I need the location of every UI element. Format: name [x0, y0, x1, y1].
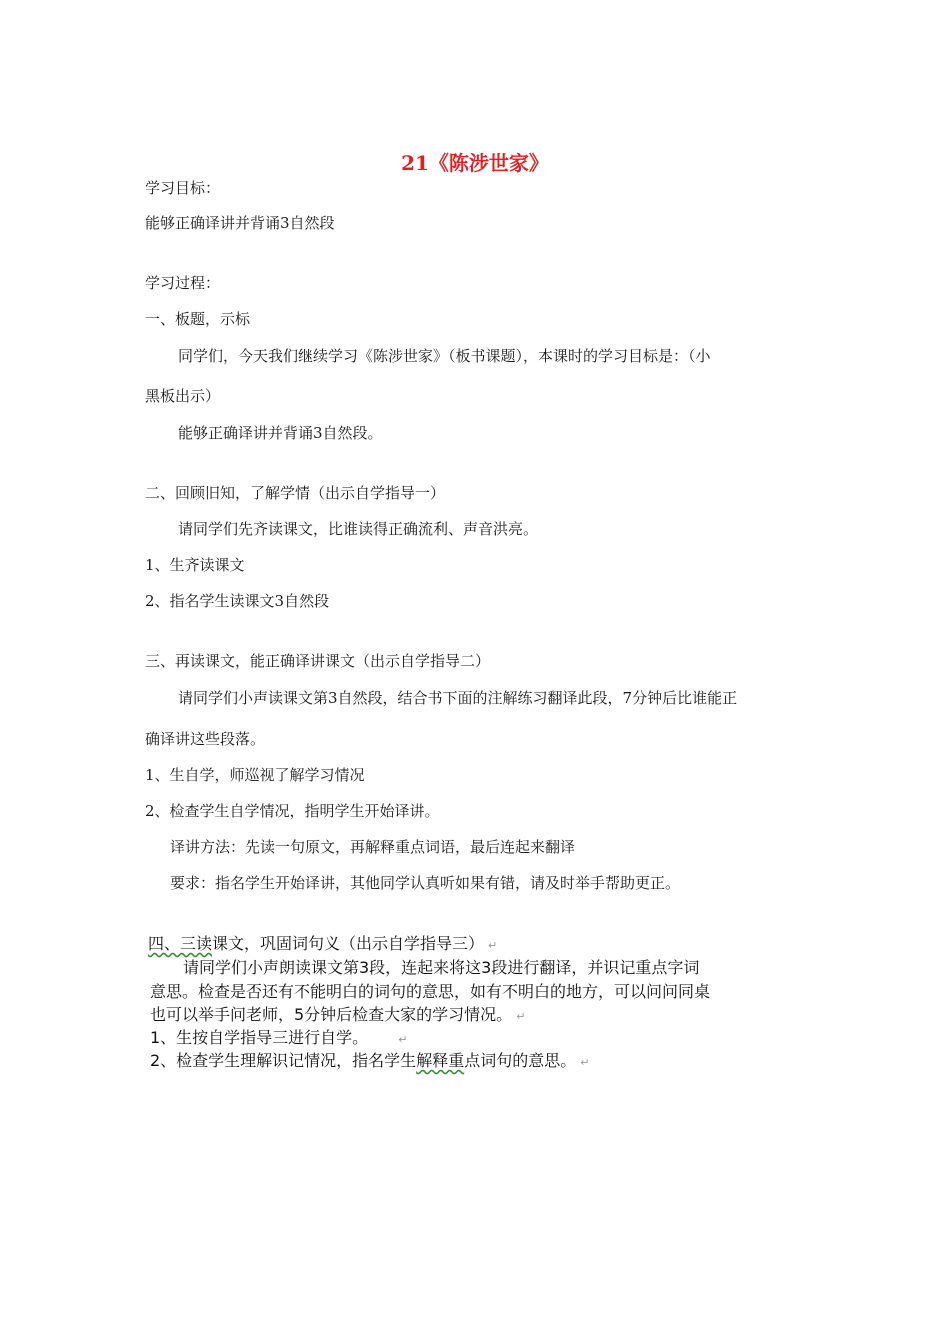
- section-4-paragraph-line-1: 请同学们小声朗读课文第3段，连起来将这3段进行翻译，并识记重点字词: [183, 958, 700, 977]
- section-4-item-1-text: 1、生按自学指导三进行自学。: [150, 1028, 369, 1047]
- goal-text: 能够正确译讲并背诵3自然段: [145, 214, 335, 232]
- section-3-method: 译讲方法：先读一句原文，再解释重点词语，最后连起来翻译: [170, 838, 576, 856]
- paragraph-mark-icon: ↵: [516, 1010, 526, 1023]
- section-1-paragraph-line-1: 同学们，今天我们继续学习《陈涉世家》（板书课题），本课时的学习目标是：（小: [178, 347, 711, 365]
- section-4-item-2: [150, 1051, 589, 1073]
- section-2-item-2: 2、指名学生读课文3自然段: [145, 592, 330, 610]
- section-3-requirement: 要求：指名学生开始译讲，其他同学认真听如果有错，请及时举手帮助更正。: [170, 874, 681, 892]
- section-4-paragraph-line-3-text: 也可以举手问老师，5分钟后检查大家的学习情况。: [150, 1005, 513, 1024]
- section-3-item-2: 2、检查学生自学情况，指明学生开始译讲。: [145, 802, 440, 820]
- section-4-heading-rest: 课文，巩固词句义（出示自学指导三）: [212, 934, 485, 953]
- section-4-item-2-text-c: 点词句的意思。: [464, 1051, 577, 1070]
- process-label: 学习过程：: [145, 274, 221, 292]
- section-3-item-1: 1、生自学，师巡视了解学习情况: [145, 766, 365, 784]
- document-title: 21《陈涉世家》: [401, 151, 549, 175]
- section-4-heading: [148, 934, 497, 956]
- section-1-paragraph-line-2: 黑板出示）: [145, 387, 221, 405]
- section-3-paragraph-line-1: 请同学们小声读课文第3自然段，结合书下面的注解练习翻译此段，7分钟后比谁能正: [178, 689, 738, 707]
- section-4-item-2-text-a: 2、检查学生理解识记情况，指名学生: [150, 1051, 417, 1070]
- section-2-heading: 二、回顾旧知，了解学情（出示自学指导一）: [145, 484, 446, 502]
- section-4-item-2-underlined: 解释重: [416, 1051, 465, 1070]
- goals-label: 学习目标：: [145, 179, 221, 197]
- paragraph-mark-icon: ↵: [488, 939, 498, 952]
- section-4-paragraph-line-2: 意思。检查是否还有不能明白的词句的意思，如有不明白的地方，可以问问同桌: [150, 982, 711, 1001]
- section-3-heading: 三、再读课文，能正确译讲课文（出示自学指导二）: [145, 652, 491, 670]
- paragraph-mark-icon: ↵: [580, 1056, 590, 1069]
- section-1-goal-repeat: 能够正确译讲并背诵3自然段。: [178, 424, 383, 442]
- section-1-heading: 一、板题，示标: [145, 310, 251, 328]
- section-4-heading-underlined: 四、三读: [148, 934, 213, 953]
- section-4-item-1: [150, 1028, 407, 1050]
- section-4-paragraph-line-3: [150, 1005, 525, 1027]
- paragraph-mark-icon: ↵: [398, 1033, 408, 1046]
- section-3-paragraph-line-2: 确译讲这些段落。: [145, 730, 266, 748]
- section-2-item-1: 1、生齐读课文: [145, 556, 245, 574]
- section-2-paragraph: 请同学们先齐读课文，比谁读得正确流利、声音洪亮。: [178, 520, 539, 538]
